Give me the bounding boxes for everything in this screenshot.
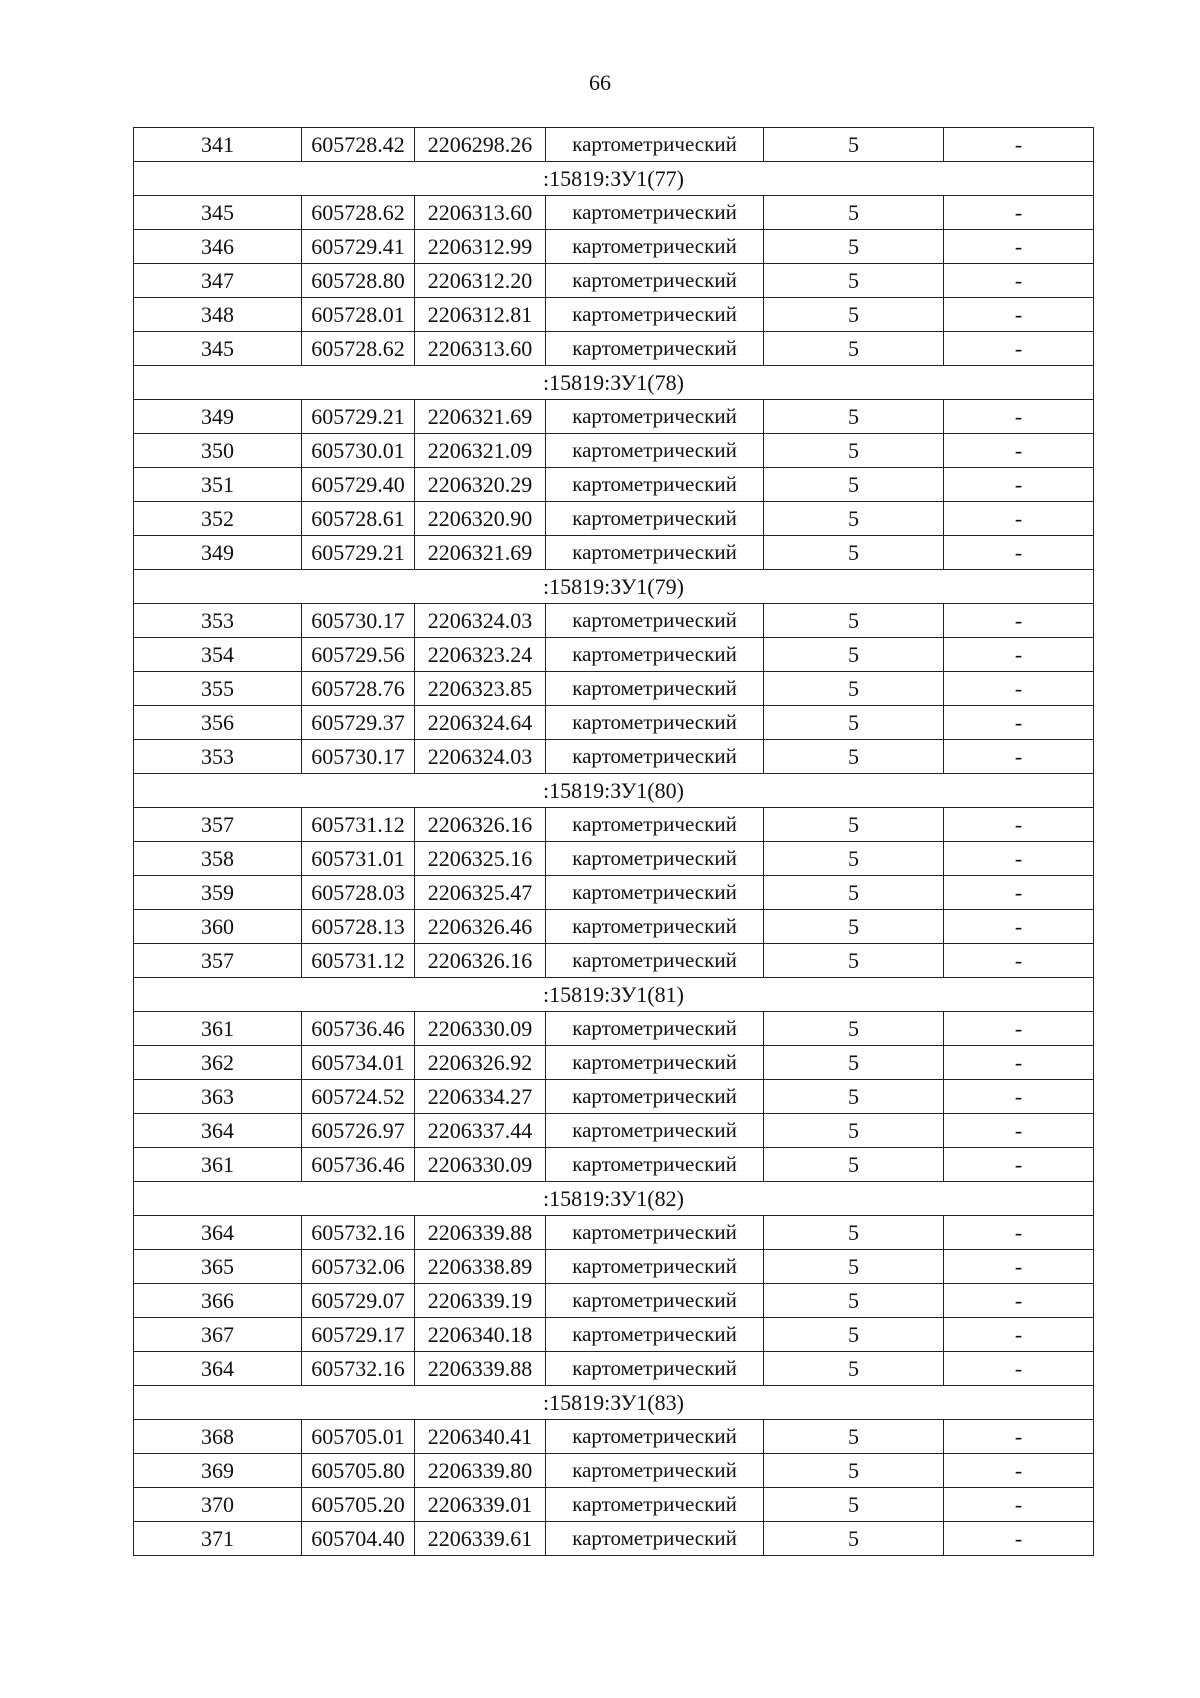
cell-x-coordinate: 605731.01: [302, 842, 415, 876]
cell-method: картометрический: [546, 1454, 764, 1488]
cell-method: картометрический: [546, 128, 764, 162]
cell-x-coordinate: 605736.46: [302, 1012, 415, 1046]
cell-point-number: 341: [134, 128, 302, 162]
cell-method: картометрический: [546, 264, 764, 298]
cell-method: картометрический: [546, 1216, 764, 1250]
cell-accuracy: 5: [764, 1284, 944, 1318]
section-title: :15819:ЗУ1(83): [134, 1386, 1094, 1420]
cell-note: -: [944, 706, 1094, 740]
section-header-row: [134, 570, 1094, 604]
table-row: [134, 672, 1094, 706]
cell-x-coordinate: 605729.56: [302, 638, 415, 672]
cell-accuracy: 5: [764, 1012, 944, 1046]
cell-note: -: [944, 876, 1094, 910]
cell-method: картометрический: [546, 502, 764, 536]
cell-method: картометрический: [546, 1352, 764, 1386]
cell-y-coordinate: 2206338.89: [415, 1250, 546, 1284]
cell-accuracy: 5: [764, 1046, 944, 1080]
cell-y-coordinate: 2206340.41: [415, 1420, 546, 1454]
section-header-row: [134, 366, 1094, 400]
cell-note: -: [944, 1012, 1094, 1046]
cell-accuracy: 5: [764, 604, 944, 638]
cell-y-coordinate: 2206320.29: [415, 468, 546, 502]
table-row: [134, 196, 1094, 230]
cell-x-coordinate: 605729.07: [302, 1284, 415, 1318]
cell-point-number: 361: [134, 1148, 302, 1182]
cell-note: -: [944, 808, 1094, 842]
cell-point-number: 352: [134, 502, 302, 536]
cell-point-number: 364: [134, 1114, 302, 1148]
cell-note: -: [944, 230, 1094, 264]
section-title: :15819:ЗУ1(79): [134, 570, 1094, 604]
cell-note: -: [944, 672, 1094, 706]
cell-y-coordinate: 2206325.47: [415, 876, 546, 910]
table-row: [134, 876, 1094, 910]
cell-method: картометрический: [546, 842, 764, 876]
cell-x-coordinate: 605704.40: [302, 1522, 415, 1556]
table-row: [134, 502, 1094, 536]
cell-accuracy: 5: [764, 1488, 944, 1522]
cell-point-number: 358: [134, 842, 302, 876]
section-header-row: [134, 1182, 1094, 1216]
table-row: [134, 264, 1094, 298]
cell-x-coordinate: 605729.37: [302, 706, 415, 740]
cell-note: -: [944, 468, 1094, 502]
cell-y-coordinate: 2206326.46: [415, 910, 546, 944]
table-row: [134, 1420, 1094, 1454]
cell-note: -: [944, 1488, 1094, 1522]
cell-x-coordinate: 605732.16: [302, 1352, 415, 1386]
cell-accuracy: 5: [764, 502, 944, 536]
cell-x-coordinate: 605730.17: [302, 740, 415, 774]
cell-accuracy: 5: [764, 672, 944, 706]
cell-note: -: [944, 1114, 1094, 1148]
cell-accuracy: 5: [764, 1250, 944, 1284]
cell-point-number: 345: [134, 332, 302, 366]
cell-x-coordinate: 605730.17: [302, 604, 415, 638]
cell-note: -: [944, 332, 1094, 366]
table-row: [134, 1352, 1094, 1386]
cell-y-coordinate: 2206326.92: [415, 1046, 546, 1080]
cell-y-coordinate: 2206323.24: [415, 638, 546, 672]
section-title: :15819:ЗУ1(77): [134, 162, 1094, 196]
cell-method: картометрический: [546, 1114, 764, 1148]
cell-method: картометрический: [546, 1012, 764, 1046]
cell-x-coordinate: 605731.12: [302, 944, 415, 978]
cell-point-number: 364: [134, 1352, 302, 1386]
cell-point-number: 353: [134, 604, 302, 638]
cell-x-coordinate: 605728.61: [302, 502, 415, 536]
cell-accuracy: 5: [764, 1454, 944, 1488]
table-row: [134, 638, 1094, 672]
cell-point-number: 354: [134, 638, 302, 672]
cell-method: картометрический: [546, 638, 764, 672]
coordinates-table-body: [134, 128, 1094, 1556]
cell-note: -: [944, 196, 1094, 230]
table-row: [134, 298, 1094, 332]
cell-method: картометрический: [546, 332, 764, 366]
table-row: [134, 1284, 1094, 1318]
cell-note: -: [944, 604, 1094, 638]
table-row: [134, 128, 1094, 162]
cell-y-coordinate: 2206339.61: [415, 1522, 546, 1556]
cell-x-coordinate: 605705.20: [302, 1488, 415, 1522]
cell-x-coordinate: 605729.21: [302, 400, 415, 434]
cell-method: картометрический: [546, 1250, 764, 1284]
cell-point-number: 364: [134, 1216, 302, 1250]
cell-y-coordinate: 2206339.19: [415, 1284, 546, 1318]
cell-note: -: [944, 638, 1094, 672]
table-row: [134, 468, 1094, 502]
cell-y-coordinate: 2206326.16: [415, 808, 546, 842]
cell-accuracy: 5: [764, 842, 944, 876]
cell-x-coordinate: 605728.80: [302, 264, 415, 298]
cell-point-number: 356: [134, 706, 302, 740]
cell-method: картометрический: [546, 740, 764, 774]
cell-x-coordinate: 605724.52: [302, 1080, 415, 1114]
section-header-row: [134, 1386, 1094, 1420]
cell-method: картометрический: [546, 706, 764, 740]
cell-note: -: [944, 1046, 1094, 1080]
cell-y-coordinate: 2206339.88: [415, 1216, 546, 1250]
table-row: [134, 536, 1094, 570]
cell-y-coordinate: 2206340.18: [415, 1318, 546, 1352]
cell-x-coordinate: 605736.46: [302, 1148, 415, 1182]
cell-method: картометрический: [546, 1046, 764, 1080]
cell-point-number: 357: [134, 808, 302, 842]
table-row: [134, 1488, 1094, 1522]
cell-x-coordinate: 605732.06: [302, 1250, 415, 1284]
cell-point-number: 362: [134, 1046, 302, 1080]
coordinates-table: [133, 127, 1094, 1556]
table-row: [134, 1148, 1094, 1182]
cell-point-number: 370: [134, 1488, 302, 1522]
section-title: :15819:ЗУ1(80): [134, 774, 1094, 808]
cell-note: -: [944, 434, 1094, 468]
table-row: [134, 808, 1094, 842]
table-row: [134, 1216, 1094, 1250]
table-row: [134, 1046, 1094, 1080]
cell-note: -: [944, 536, 1094, 570]
cell-point-number: 360: [134, 910, 302, 944]
cell-accuracy: 5: [764, 638, 944, 672]
cell-x-coordinate: 605731.12: [302, 808, 415, 842]
cell-y-coordinate: 2206334.27: [415, 1080, 546, 1114]
cell-y-coordinate: 2206312.20: [415, 264, 546, 298]
cell-note: -: [944, 740, 1094, 774]
cell-point-number: 349: [134, 400, 302, 434]
cell-note: -: [944, 1216, 1094, 1250]
page-number: 66: [589, 70, 611, 95]
cell-y-coordinate: 2206330.09: [415, 1012, 546, 1046]
section-header-row: [134, 162, 1094, 196]
cell-x-coordinate: 605705.80: [302, 1454, 415, 1488]
cell-point-number: 371: [134, 1522, 302, 1556]
cell-accuracy: 5: [764, 536, 944, 570]
cell-point-number: 367: [134, 1318, 302, 1352]
cell-accuracy: 5: [764, 128, 944, 162]
table-row: [134, 1114, 1094, 1148]
cell-accuracy: 5: [764, 1114, 944, 1148]
cell-x-coordinate: 605734.01: [302, 1046, 415, 1080]
cell-note: -: [944, 264, 1094, 298]
cell-note: -: [944, 1522, 1094, 1556]
section-header-row: [134, 774, 1094, 808]
cell-point-number: 355: [134, 672, 302, 706]
cell-accuracy: 5: [764, 944, 944, 978]
cell-method: картометрический: [546, 400, 764, 434]
cell-method: картометрический: [546, 876, 764, 910]
cell-point-number: 357: [134, 944, 302, 978]
cell-point-number: 353: [134, 740, 302, 774]
cell-method: картометрический: [546, 808, 764, 842]
cell-note: -: [944, 1454, 1094, 1488]
cell-note: -: [944, 400, 1094, 434]
cell-point-number: 366: [134, 1284, 302, 1318]
cell-accuracy: 5: [764, 1148, 944, 1182]
cell-method: картометрический: [546, 1420, 764, 1454]
table-row: [134, 910, 1094, 944]
section-title: :15819:ЗУ1(78): [134, 366, 1094, 400]
cell-y-coordinate: 2206324.64: [415, 706, 546, 740]
cell-accuracy: 5: [764, 400, 944, 434]
cell-accuracy: 5: [764, 468, 944, 502]
cell-y-coordinate: 2206324.03: [415, 604, 546, 638]
cell-point-number: 351: [134, 468, 302, 502]
cell-y-coordinate: 2206312.99: [415, 230, 546, 264]
cell-accuracy: 5: [764, 196, 944, 230]
cell-method: картометрический: [546, 434, 764, 468]
cell-x-coordinate: 605730.01: [302, 434, 415, 468]
cell-y-coordinate: 2206321.69: [415, 536, 546, 570]
cell-method: картометрический: [546, 672, 764, 706]
cell-accuracy: 5: [764, 1352, 944, 1386]
cell-point-number: 359: [134, 876, 302, 910]
cell-point-number: 345: [134, 196, 302, 230]
cell-y-coordinate: 2206326.16: [415, 944, 546, 978]
cell-note: -: [944, 1284, 1094, 1318]
table-row: [134, 332, 1094, 366]
cell-x-coordinate: 605705.01: [302, 1420, 415, 1454]
cell-note: -: [944, 1318, 1094, 1352]
cell-note: -: [944, 502, 1094, 536]
cell-accuracy: 5: [764, 1080, 944, 1114]
cell-method: картометрический: [546, 1284, 764, 1318]
cell-x-coordinate: 605728.62: [302, 196, 415, 230]
cell-x-coordinate: 605728.13: [302, 910, 415, 944]
section-header-row: [134, 978, 1094, 1012]
cell-method: картометрический: [546, 604, 764, 638]
cell-point-number: 365: [134, 1250, 302, 1284]
cell-accuracy: 5: [764, 298, 944, 332]
cell-point-number: 369: [134, 1454, 302, 1488]
cell-method: картометрический: [546, 230, 764, 264]
cell-point-number: 361: [134, 1012, 302, 1046]
cell-point-number: 363: [134, 1080, 302, 1114]
cell-x-coordinate: 605728.01: [302, 298, 415, 332]
cell-method: картометрический: [546, 196, 764, 230]
cell-method: картометрический: [546, 298, 764, 332]
cell-accuracy: 5: [764, 876, 944, 910]
cell-method: картометрический: [546, 944, 764, 978]
cell-x-coordinate: 605732.16: [302, 1216, 415, 1250]
cell-point-number: 346: [134, 230, 302, 264]
cell-y-coordinate: 2206298.26: [415, 128, 546, 162]
cell-point-number: 349: [134, 536, 302, 570]
cell-method: картометрический: [546, 1148, 764, 1182]
cell-method: картометрический: [546, 1488, 764, 1522]
table-row: [134, 434, 1094, 468]
cell-accuracy: 5: [764, 910, 944, 944]
cell-point-number: 347: [134, 264, 302, 298]
cell-note: -: [944, 842, 1094, 876]
cell-x-coordinate: 605729.41: [302, 230, 415, 264]
cell-accuracy: 5: [764, 706, 944, 740]
cell-method: картометрический: [546, 1318, 764, 1352]
cell-y-coordinate: 2206325.16: [415, 842, 546, 876]
table-row: [134, 944, 1094, 978]
cell-accuracy: 5: [764, 808, 944, 842]
table-row: [134, 842, 1094, 876]
cell-x-coordinate: 605728.42: [302, 128, 415, 162]
cell-y-coordinate: 2206321.09: [415, 434, 546, 468]
table-row: [134, 604, 1094, 638]
cell-method: картометрический: [546, 1522, 764, 1556]
table-row: [134, 740, 1094, 774]
cell-accuracy: 5: [764, 1522, 944, 1556]
cell-y-coordinate: 2206330.09: [415, 1148, 546, 1182]
cell-note: -: [944, 128, 1094, 162]
cell-note: -: [944, 1080, 1094, 1114]
table-row: [134, 1080, 1094, 1114]
table-row: [134, 400, 1094, 434]
cell-x-coordinate: 605728.03: [302, 876, 415, 910]
cell-y-coordinate: 2206337.44: [415, 1114, 546, 1148]
cell-x-coordinate: 605726.97: [302, 1114, 415, 1148]
cell-y-coordinate: 2206312.81: [415, 298, 546, 332]
cell-method: картометрический: [546, 468, 764, 502]
table-row: [134, 1454, 1094, 1488]
cell-point-number: 368: [134, 1420, 302, 1454]
cell-note: -: [944, 944, 1094, 978]
cell-note: -: [944, 1148, 1094, 1182]
table-row: [134, 1522, 1094, 1556]
table-row: [134, 1250, 1094, 1284]
cell-accuracy: 5: [764, 1216, 944, 1250]
cell-note: -: [944, 910, 1094, 944]
cell-accuracy: 5: [764, 230, 944, 264]
section-title: :15819:ЗУ1(81): [134, 978, 1094, 1012]
cell-method: картометрический: [546, 1080, 764, 1114]
cell-note: -: [944, 1250, 1094, 1284]
cell-method: картометрический: [546, 910, 764, 944]
cell-x-coordinate: 605729.17: [302, 1318, 415, 1352]
cell-y-coordinate: 2206324.03: [415, 740, 546, 774]
cell-accuracy: 5: [764, 332, 944, 366]
cell-x-coordinate: 605728.76: [302, 672, 415, 706]
table-row: [134, 1012, 1094, 1046]
cell-y-coordinate: 2206320.90: [415, 502, 546, 536]
cell-x-coordinate: 605729.21: [302, 536, 415, 570]
cell-accuracy: 5: [764, 740, 944, 774]
cell-y-coordinate: 2206339.88: [415, 1352, 546, 1386]
cell-note: -: [944, 1352, 1094, 1386]
cell-accuracy: 5: [764, 1420, 944, 1454]
cell-y-coordinate: 2206313.60: [415, 332, 546, 366]
cell-point-number: 348: [134, 298, 302, 332]
cell-y-coordinate: 2206339.01: [415, 1488, 546, 1522]
cell-method: картометрический: [546, 536, 764, 570]
table-row: [134, 706, 1094, 740]
table-row: [134, 1318, 1094, 1352]
table-row: [134, 230, 1094, 264]
cell-accuracy: 5: [764, 434, 944, 468]
cell-y-coordinate: 2206323.85: [415, 672, 546, 706]
cell-y-coordinate: 2206313.60: [415, 196, 546, 230]
cell-x-coordinate: 605728.62: [302, 332, 415, 366]
cell-point-number: 350: [134, 434, 302, 468]
cell-note: -: [944, 298, 1094, 332]
cell-y-coordinate: 2206339.80: [415, 1454, 546, 1488]
section-title: :15819:ЗУ1(82): [134, 1182, 1094, 1216]
cell-accuracy: 5: [764, 264, 944, 298]
cell-note: -: [944, 1420, 1094, 1454]
cell-y-coordinate: 2206321.69: [415, 400, 546, 434]
cell-accuracy: 5: [764, 1318, 944, 1352]
cell-x-coordinate: 605729.40: [302, 468, 415, 502]
